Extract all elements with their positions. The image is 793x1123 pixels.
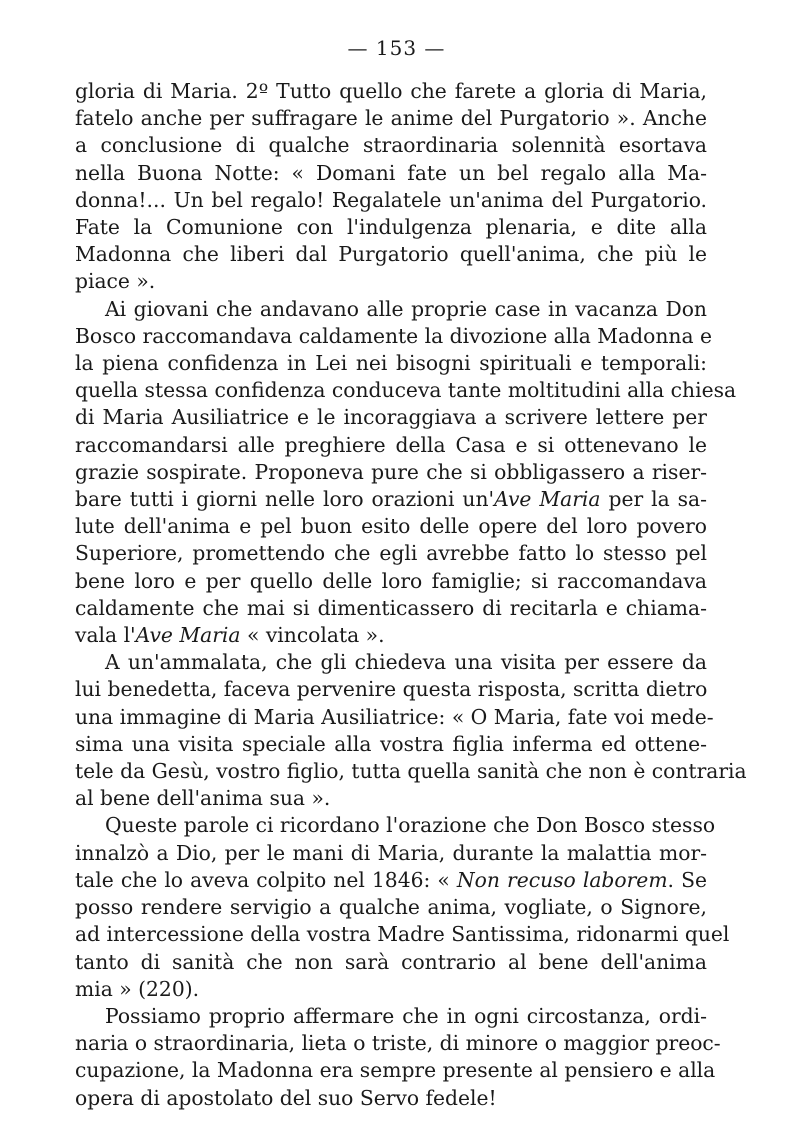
text-line: sima una visita speciale alla vostra figlia inferma ed ottene- (75, 731, 707, 756)
text-line: quella stessa confidenza conduceva tante moltitudini alla chiesa (75, 378, 737, 403)
text-line: bare tutti i giorni nelle loro orazioni un'Ave Maria per la sa- (75, 487, 707, 512)
text-line: mia » (220). (75, 976, 200, 1001)
document-body (75, 78, 747, 1112)
text-line: donna!... Un bel regalo! Regalatele un'anima del Purgatorio. (75, 187, 707, 212)
text-line: naria o straordinaria, lieta o triste, di minore o maggior preoc- (75, 1031, 721, 1056)
paragraph-p4 (75, 812, 730, 1002)
text-line: innalzò a Dio, per le mani di Maria, durante la malattia mor- (75, 840, 707, 865)
text-line: Superiore, promettendo che egli avrebbe fatto lo stesso pel (75, 541, 707, 566)
paragraph-p2 (75, 296, 737, 650)
text-line: tele da Gesù, vostro figlio, tutta quella sanità che non è contraria (75, 759, 747, 784)
text-line: Queste parole ci ricordano l'orazione che Don Bosco stesso (105, 813, 716, 838)
text-line: Fate la Comunione con l'indulgenza plenaria, e dite alla (75, 215, 707, 240)
text-line: la piena confidenza in Lei nei bisogni spirituali e temporali: (75, 351, 707, 376)
text-line: Possiamo proprio affermare che in ogni circostanza, ordi- (105, 1003, 707, 1028)
text-line: a conclusione di qualche straordinaria solennità esortava (75, 133, 707, 158)
text-line: al bene dell'anima sua ». (75, 786, 331, 811)
text-line: gloria di Maria. 2º Tutto quello che farete a gloria di Maria, (75, 79, 707, 103)
text-line: tanto di sanità che non sarà contrario al bene dell'anima (75, 949, 707, 974)
text-line: bene loro e per quello delle loro famiglie; si raccomandava (75, 568, 707, 593)
text-line: di Maria Ausiliatrice e le incoraggiava a scrivere lettere per (75, 405, 707, 430)
text-line: Ai giovani che andavano alle proprie case in vacanza Don (105, 296, 707, 321)
text-line: una immagine di Maria Ausiliatrice: « O Maria, fate voi mede- (75, 704, 714, 729)
text-line: cupazione, la Madonna era sempre presente al pensiero e alla (75, 1058, 716, 1083)
paragraph-p1 (75, 78, 707, 296)
text-line: fatelo anche per suffragare le anime del Purgatorio ». Anche (75, 106, 707, 131)
text-line: ad intercessione della vostra Madre Santissima, ridonarmi quel (75, 922, 730, 947)
text-line: caldamente che mai si dimenticassero di recitarla e chiama- (75, 595, 707, 620)
text-line: lute dell'anima e pel buon esito delle opere del loro povero (75, 514, 707, 539)
text-line: tale che lo aveva colpito nel 1846: « Non recuso laborem. Se (75, 867, 707, 892)
text-line: grazie sospirate. Proponeva pure che si obbligassero a riser- (75, 459, 707, 484)
page-number: — 153 — (347, 36, 446, 60)
text-line: A un'ammalata, che gli chiedeva una visita per essere da (105, 650, 707, 675)
text-line: raccomandarsi alle preghiere della Casa e si ottenevano le (75, 432, 707, 457)
text-line: lui benedetta, faceva pervenire questa risposta, scritta dietro (75, 677, 708, 702)
text-line: posso rendere servigio a qualche anima, vogliate, o Signore, (75, 895, 707, 920)
text-line: vala l'Ave Maria « vincolata ». (75, 623, 385, 648)
paragraph-p3 (75, 649, 747, 812)
paragraph-p5 (75, 1003, 721, 1112)
text-line: Bosco raccomandava caldamente la divozione alla Madonna e (75, 323, 712, 348)
text-line: opera di apostolato del suo Servo fedele! (75, 1085, 497, 1110)
text-line: Madonna che liberi dal Purgatorio quell'anima, che più le (75, 242, 707, 267)
text-line: nella Buona Notte: « Domani fate un bel regalo alla Ma- (75, 160, 707, 185)
text-line: piace ». (75, 269, 156, 294)
